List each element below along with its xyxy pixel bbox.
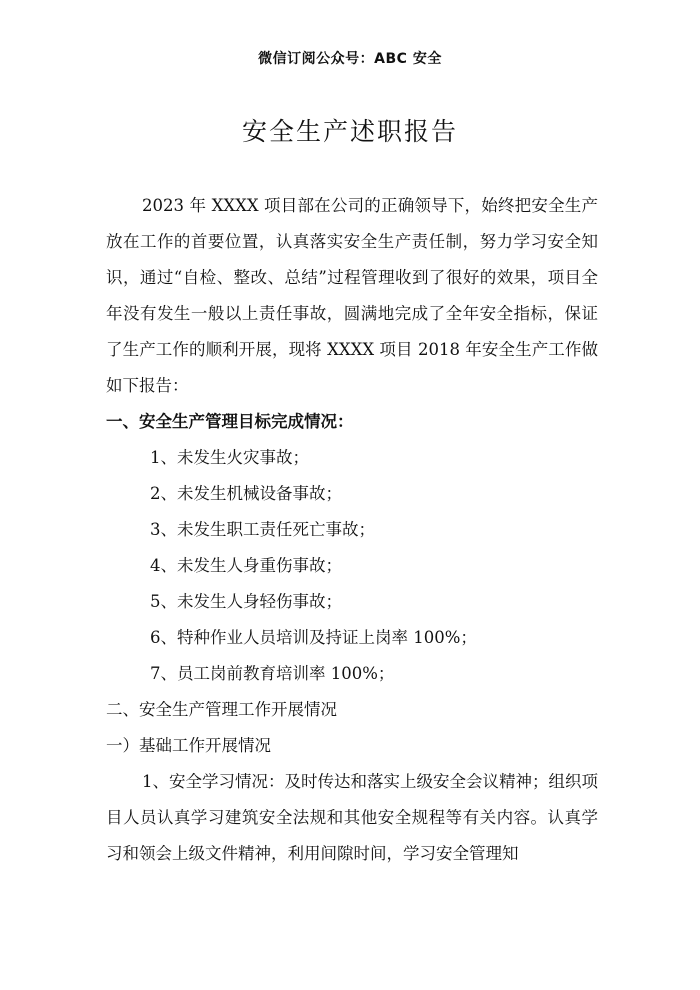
subsection-heading-basic: 一）基础工作开展情况 [106, 736, 271, 755]
page-header: 微信订阅公众号：ABC 安全 [258, 51, 442, 67]
document-body [106, 188, 598, 872]
list-item: 7、员工岗前教育培训率 100%； [150, 664, 395, 683]
list-item: 1、未发生火灾事故； [150, 448, 309, 467]
list-item: 5、未发生人身轻伤事故； [150, 592, 342, 611]
study-paragraph: 1、安全学习情况：及时传达和落实上级安全会议精神；组织项目人员认真学习建筑安全法规和其他安全规程等有关内容。认真学习和领会上级文件精神，利用间隙时间，学习安全管理知 [106, 772, 598, 863]
list-item: 4、未发生人身重伤事故； [150, 556, 342, 575]
list-item: 6、特种作业人员培训及持证上岗率 100%； [150, 628, 477, 647]
target-list [106, 440, 598, 692]
list-item: 3、未发生职工责任死亡事故； [150, 520, 375, 539]
document-title: 安全生产述职报告 [241, 117, 458, 146]
section-heading-targets: 一、安全生产管理目标完成情况： [106, 412, 354, 431]
intro-paragraph: 2023 年 XXXX 项目部在公司的正确领导下，始终把安全生产放在工作的首要位置，认真落实安全生产责任制，努力学习安全知识，通过“自检、整改、总结”过程管理收到了很好的效果，项目全年没有发生一般以上责任事故，圆满地完成了全年安全指标，保证了生产工作的顺利开展，现将 XXXX 项目 2018 年安全生产工作做如下报告： [106, 196, 598, 395]
section-heading-work: 二、安全生产管理工作开展情况 [106, 700, 337, 719]
list-item: 2、未发生机械设备事故； [150, 484, 342, 503]
